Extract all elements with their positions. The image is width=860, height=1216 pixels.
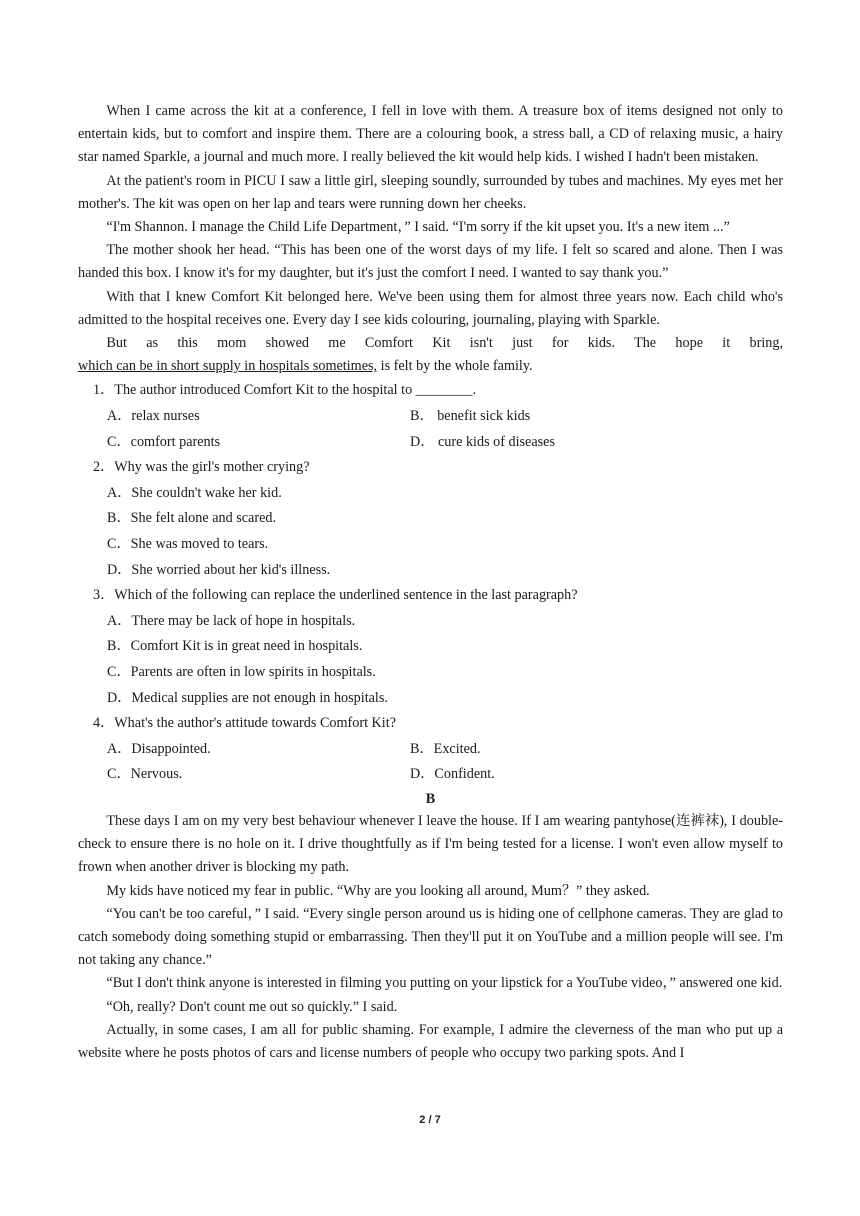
option-a: A．She couldn't wake her kid. — [107, 484, 282, 501]
passage-a-paragraph-6-line-2 — [78, 355, 783, 378]
page-number: 2 / 7 — [419, 1114, 441, 1126]
passage-a-paragraph-1: When I came across the kit at a conference, I fell in love with them. A treasure box of items designed not only to entertain kids, but to comfort and inspire them. There are a colouring book, a stress ball, a CD of relaxing music, a hairy star named Sparkle, a journal and much more. I really believed the kit would help kids. I wished I hadn't been mistaken. — [78, 103, 783, 166]
passage-b-paragraph-5: “Oh, really? Don't count me out so quickly.” I said. — [106, 998, 398, 1015]
passage-a-paragraph-3: “I'm Shannon. I manage the Child Life Department，” I said. “I'm sorry if the kit upset you. It's a new item ...” — [106, 219, 730, 236]
passage-a-paragraph-2: At the patient's room in PICU I saw a little girl, sleeping soundly, surrounded by tubes and machines. My eyes met her mother's. The kit was open on her lap and tears were running down her cheeks. — [78, 172, 783, 212]
option-c: C．Nervous. — [107, 766, 183, 783]
question-stem: 1．The author introduced Comfort Kit to the hospital to ________. — [93, 382, 477, 399]
passage-a-paragraph-4: The mother shook her head. “This has been one of the worst days of my life. I felt so scared and alone. Then I was handed this box. I know it's for my daughter, but it's just the comfort I need. I wanted to say thank you.” — [78, 242, 783, 282]
option-row — [107, 737, 783, 763]
option-d: D．Medical supplies are not enough in hospitals. — [107, 689, 388, 706]
question-2 — [78, 455, 783, 583]
option-c: C．Parents are often in low spirits in hospitals. — [107, 663, 376, 680]
option-row — [107, 762, 783, 788]
option-a: A．Disappointed. — [107, 740, 211, 757]
question-4 — [78, 711, 783, 788]
question-stem: 2．Why was the girl's mother crying? — [93, 459, 310, 476]
option-b: B． benefit sick kids — [410, 408, 531, 425]
question-3 — [78, 583, 783, 711]
passage-a-paragraph-6-line-1: But as this mom showed me Comfort Kit isn't just for kids. The hope it bring, — [106, 335, 783, 352]
passage-b-paragraph-3: “You can't be too careful，” I said. “Every single person around us is hiding one of cellphone cameras. They are glad to catch somebody doing something stupid or embarrassing. Then they'll put it on YouTube and a million people will see. I'm not taking any chance.” — [78, 905, 783, 969]
passage-b-paragraph-4: “But I don't think anyone is interested in filming you putting on your lipstick for a YouTube video，” answered one kid. — [106, 975, 783, 992]
option-c: C．comfort parents — [107, 433, 221, 450]
option-a: A．There may be lack of hope in hospitals. — [107, 612, 356, 629]
passage-b-paragraph-1: These days I am on my very best behaviour whenever I leave the house. If I am wearing pantyhose(连裤袜), I double-check to ensure there is no hole on it. I drive thoughtfully as if I'm being tested for a license. I won't even allow myself to frown when another driver is blocking my path. — [78, 812, 783, 876]
option-c: C．She was moved to tears. — [107, 536, 269, 552]
passage-b-paragraph-2: My kids have noticed my fear in public. “Why are you looking all around, Mum？” they asked. — [106, 882, 650, 899]
section-heading-b: B — [425, 790, 436, 807]
option-d: D．She worried about her kid's illness. — [107, 561, 331, 578]
passage-b-paragraph-6: Actually, in some cases, I am all for public shaming. For example, I admire the cleverness of the man who put up a website where he posts photos of cars and license numbers of people who occupy two parking spots. And I — [78, 1021, 783, 1061]
option-d: D． cure kids of diseases — [410, 433, 555, 450]
option-d: D．Confident. — [410, 766, 495, 783]
option-b: B．Comfort Kit is in great need in hospitals. — [107, 638, 363, 655]
option-a: A．relax nurses — [107, 408, 200, 425]
question-1 — [78, 378, 783, 455]
document-page — [78, 100, 783, 1065]
underlined-sentence: which can be in short supply in hospitals sometimes, — [78, 358, 378, 375]
option-b: B．She felt alone and scared. — [107, 510, 277, 527]
question-stem: 3．Which of the following can replace the underlined sentence in the last paragraph? — [93, 587, 578, 604]
option-b: B．Excited. — [410, 740, 481, 757]
option-row — [107, 430, 783, 456]
paragraph-6-ending: is felt by the whole family. — [377, 358, 533, 375]
option-row — [107, 404, 783, 430]
question-stem: 4．What's the author's attitude towards Comfort Kit? — [93, 715, 396, 732]
passage-a-paragraph-5: With that I knew Comfort Kit belonged here. We've been using them for almost three years now. Each child who's admitted to the hospital receives one. Every day I see kids colouring, journaling, playing with Sparkle. — [78, 288, 783, 328]
